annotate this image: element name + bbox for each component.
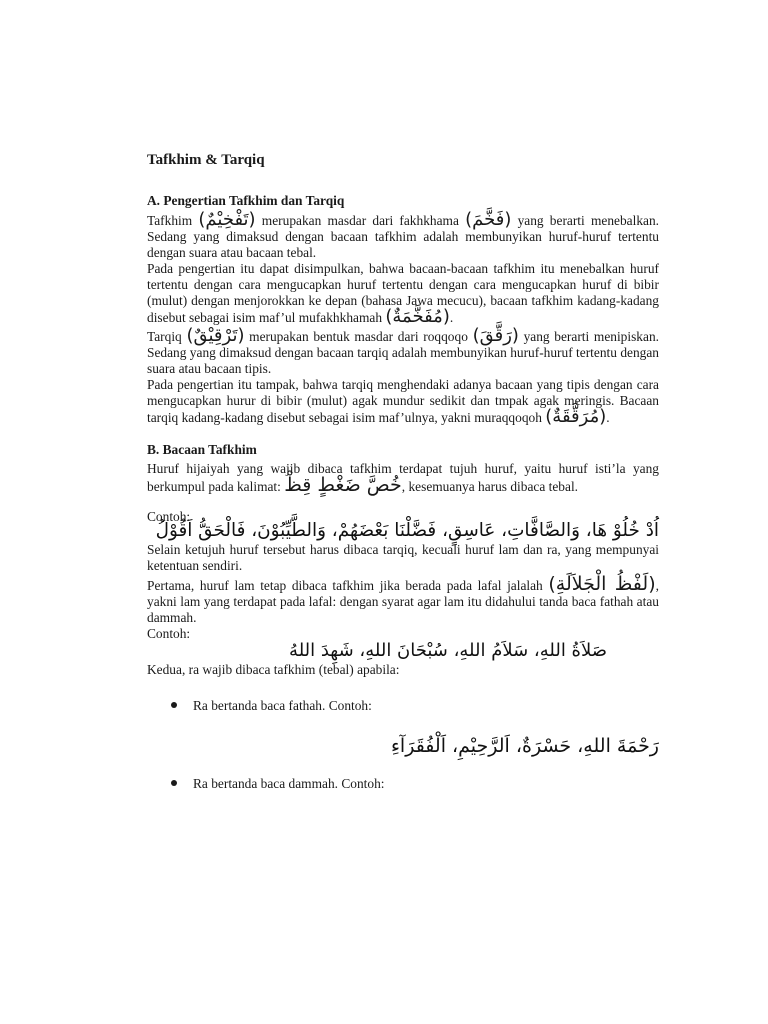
arabic-lafzul-jalalah-term: (لَفْظُ الْجَلاَلَةِ) [548,573,656,595]
tarqiq-exception-paragraph: Selain ketujuh huruf tersebut harus dibaca tarqiq, kecuali huruf lam dan ra, yang mempunyai ketentuan sendiri. [147,542,659,573]
document-title: Tafkhim & Tarqiq [147,152,265,168]
bullet-icon [171,780,177,786]
arabic-example-tafkhim-letters: اُدْ خُلُوْ هَا، وَالصَّافَّاتِ، عَاسِقٍ، فَضَّلْنَا بَعْضَهُمْ، وَالطَّيِّبُوْنَ، فَالْحَقُّ اَقُوْلُ [155,520,659,541]
text: yang berarti menipiskan. Sedang yang dimaksud dengan bacaan tarqiq adalah membunyikan huruf-huruf tertentu dengan suara atau bacaan tipis. [147,329,659,376]
arabic-tafkhim-term: (تَفْخِيْمٌ) [198,209,256,230]
arabic-tarqiq-term: (تَرْقِيْقٌ) [186,325,245,346]
section-a-heading: A. Pengertian Tafkhim dan Tarqiq [147,193,345,208]
text: . [606,410,610,425]
arabic-example-lam-jalalah: صَلاَةُ اللهِ، سَلاَمُ اللهِ، سُبْحَانَ اللهِ، شَهِدَ اللهُ [289,640,607,661]
arabic-fakhkhama-term: (فَخَّمَ) [465,209,512,230]
arabic-mufakhkhamah-term: (مُفَخَّمَةٌ) [385,306,450,327]
text: yang berarti menebalkan. Sedang yang dimaksud dengan bacaan tafkhim adalah membunyikan huruf-huruf tertentu dengan suara atau bacaan tebal. [147,213,659,260]
text: , yakni lam yang terdapat pada lafal: dengan syarat agar lam itu didahului tanda baca fathah atau dammah. [147,578,659,625]
document-body [147,152,659,792]
lam-jalalah-paragraph [147,573,659,626]
tarqiq-definition-paragraph [147,325,659,377]
tarqiq-conclusion-paragraph [147,377,659,426]
arabic-roqqoqo-term: (رَقَّقَ) [472,325,519,346]
ra-tafkhim-paragraph: Kedua, ra wajib dibaca tafkhim (tebal) apabila: [147,662,400,677]
text: Pertama, huruf lam tetap dibaca tafkhim jika berada pada lafal jalalah [147,578,549,593]
tafkhim-conclusion-paragraph [147,261,659,326]
arabic-example-ra-fathah: رَحْمَةَ اللهِ، حَسْرَةٌ، اَلرَّحِيْمِ، اَلْفُقَرَآءِ [391,735,659,757]
text: Tarqiq [147,329,187,344]
list-item-text: Ra bertanda baca dammah. Contoh: [193,776,385,791]
bullet-icon [171,702,177,708]
text: Huruf hijaiyah yang wajib dibaca tafkhim terdapat tujuh huruf, yaitu huruf isti’la yang berkumpul pada kalimat: [147,461,659,494]
text: merupakan bentuk masdar dari roqqoqo [244,329,473,344]
arabic-muraqqoqoh-term: (مُرَقَّقَةٌ) [545,406,607,427]
text: , kesemuanya harus dibaca tebal. [401,479,579,494]
isti-la-letters-paragraph [147,461,659,495]
text: Pada pengertian itu tampak, bahwa tarqiq menghendaki adanya bacaan yang tipis dengan cara mengucapkan hurur di bibir (mulut) agak mundur sedikit dan tmpak agak meringis. Bacaan tarqiq kadang-kadang disebut sebagai isim maf’ulnya, yakni muraqqoqoh [147,377,659,425]
list-item [147,698,659,714]
example-label: Contoh: [147,509,191,524]
text: merupakan masdar dari fakhkhama [255,213,466,228]
arabic-isti-la-phrase: خُصَّ ضَغْطٍ قِظْ [284,474,402,496]
section-b-heading: B. Bacaan Tafkhim [147,442,257,457]
text: Tafkhim [147,213,199,228]
list-item [147,776,659,792]
tafkhim-definition-paragraph [147,209,659,261]
text: Pada pengertian itu dapat disimpulkan, bahwa bacaan-bacaan tafkhim itu menebalkan huruf tertentu dengan cara mengucapkan huruf tertentu dengan cara mengucapkan huruf di bibir (mulut) dengan menjorokkan ke depan (bahasa Jawa mecucu), bacaan tafkhim kadang-kadang disebut sebagai isim maf’ul mufakhkhamah [147,261,659,325]
example-label: Contoh: [147,626,191,641]
text: . [449,310,454,325]
list-item-text: Ra bertanda baca fathah. Contoh: [193,698,372,713]
